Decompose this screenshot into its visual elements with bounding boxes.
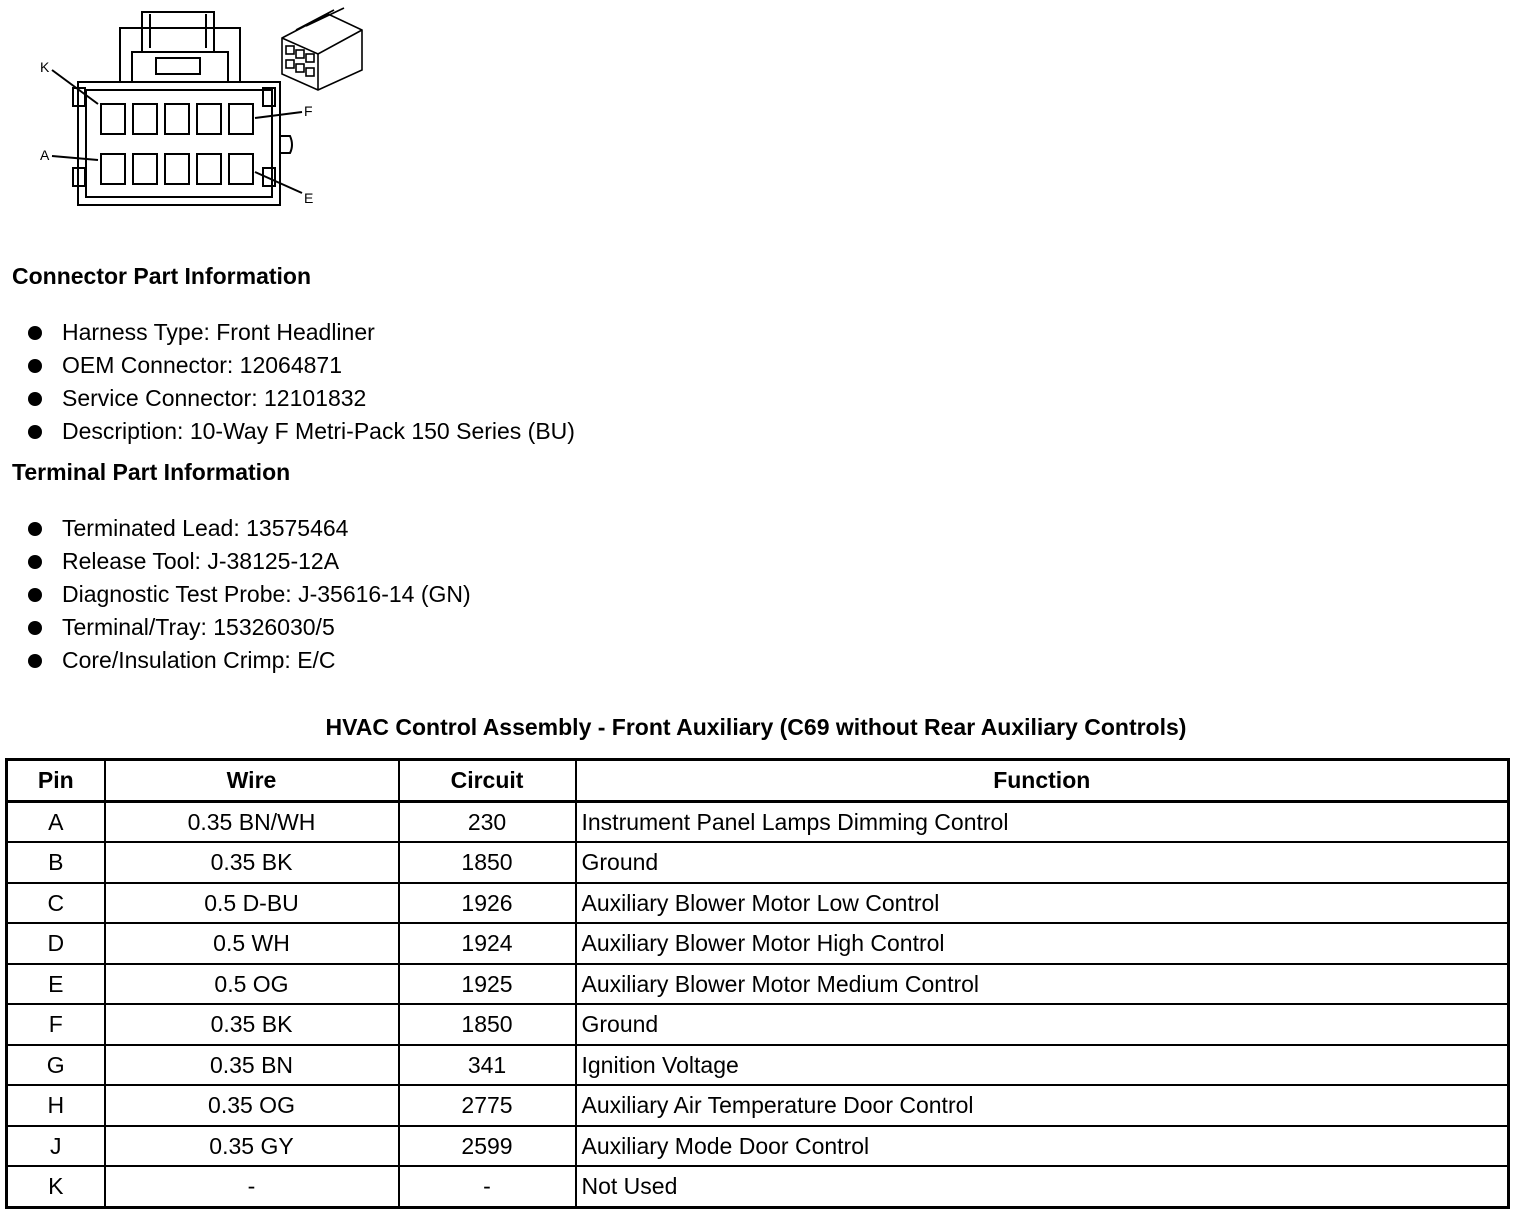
table-row (7, 883, 1509, 924)
list-item-text: Core/Insulation Crimp: E/C (62, 647, 336, 673)
connector-diagram (0, 0, 380, 220)
table-row (7, 1004, 1509, 1045)
list-item-text: Description: 10-Way F Metri-Pack 150 Series (BU) (62, 418, 575, 444)
header-circuit: Circuit (399, 760, 576, 802)
diagram-label-f: F (304, 103, 313, 119)
table-row (7, 801, 1509, 842)
cell-function: Ignition Voltage (576, 1045, 1509, 1086)
diagram-label-k: K (40, 59, 50, 75)
list-item (28, 415, 575, 448)
cell-circuit: - (399, 1166, 576, 1207)
list-item (28, 611, 471, 644)
cell-wire: 0.5 WH (105, 923, 399, 964)
cell-pin: F (7, 1004, 105, 1045)
list-item (28, 316, 575, 349)
header-wire: Wire (105, 760, 399, 802)
cell-pin: J (7, 1126, 105, 1167)
list-item-text: Diagnostic Test Probe: J-35616-14 (GN) (62, 581, 471, 607)
header-pin: Pin (7, 760, 105, 802)
cell-pin: D (7, 923, 105, 964)
cell-function: Instrument Panel Lamps Dimming Control (576, 801, 1509, 842)
list-item (28, 382, 575, 415)
cell-function: Auxiliary Mode Door Control (576, 1126, 1509, 1167)
bullet-icon (28, 555, 42, 569)
list-item (28, 578, 471, 611)
cell-circuit: 1925 (399, 964, 576, 1005)
pin-table (5, 758, 1510, 1209)
cell-wire: 0.5 D-BU (105, 883, 399, 924)
list-item (28, 349, 575, 382)
bullet-icon (28, 654, 42, 668)
table-title: HVAC Control Assembly - Front Auxiliary (C69 without Rear Auxiliary Controls) (325, 714, 1187, 740)
cell-circuit: 1924 (399, 923, 576, 964)
cell-wire: - (105, 1166, 399, 1207)
list-item-text: Terminated Lead: 13575464 (62, 515, 349, 541)
cell-circuit: 341 (399, 1045, 576, 1086)
cell-function: Ground (576, 842, 1509, 883)
bullet-icon (28, 621, 42, 635)
table-row (7, 1126, 1509, 1167)
table-row (7, 1045, 1509, 1086)
cell-circuit: 2599 (399, 1126, 576, 1167)
cell-wire: 0.35 BK (105, 842, 399, 883)
table-row (7, 1085, 1509, 1126)
cell-pin: G (7, 1045, 105, 1086)
list-item (28, 545, 471, 578)
cell-function: Auxiliary Blower Motor Medium Control (576, 964, 1509, 1005)
cell-pin: B (7, 842, 105, 883)
connector-info-list (28, 316, 575, 448)
cell-wire: 0.5 OG (105, 964, 399, 1005)
connector-info-title: Connector Part Information (12, 263, 312, 289)
list-item-text: Release Tool: J-38125-12A (62, 548, 340, 574)
cell-circuit: 1850 (399, 842, 576, 883)
bullet-icon (28, 588, 42, 602)
cell-function: Auxiliary Blower Motor High Control (576, 923, 1509, 964)
terminal-info-list (28, 512, 471, 677)
cell-function: Auxiliary Blower Motor Low Control (576, 883, 1509, 924)
list-item-text: OEM Connector: 12064871 (62, 352, 343, 378)
bullet-icon (28, 392, 42, 406)
list-item-text: Terminal/Tray: 15326030/5 (62, 614, 335, 640)
header-function: Function (576, 760, 1509, 802)
cell-circuit: 2775 (399, 1085, 576, 1126)
cell-wire: 0.35 GY (105, 1126, 399, 1167)
diagram-label-a: A (40, 147, 50, 163)
bullet-icon (28, 522, 42, 536)
cell-wire: 0.35 OG (105, 1085, 399, 1126)
cell-pin: A (7, 801, 105, 842)
list-item (28, 512, 471, 545)
cell-circuit: 230 (399, 801, 576, 842)
cell-circuit: 1926 (399, 883, 576, 924)
cell-wire: 0.35 BN/WH (105, 801, 399, 842)
cell-function: Ground (576, 1004, 1509, 1045)
table-row (7, 964, 1509, 1005)
cell-function: Not Used (576, 1166, 1509, 1207)
bullet-icon (28, 326, 42, 340)
terminal-info-title: Terminal Part Information (12, 459, 291, 485)
diagram-label-e: E (304, 190, 314, 206)
cell-pin: H (7, 1085, 105, 1126)
cell-pin: C (7, 883, 105, 924)
bullet-icon (28, 425, 42, 439)
table-row (7, 1166, 1509, 1207)
cell-wire: 0.35 BK (105, 1004, 399, 1045)
list-item-text: Service Connector: 12101832 (62, 385, 367, 411)
table-row (7, 923, 1509, 964)
list-item-text: Harness Type: Front Headliner (62, 319, 375, 345)
bullet-icon (28, 359, 42, 373)
cell-function: Auxiliary Air Temperature Door Control (576, 1085, 1509, 1126)
table-header-row (7, 760, 1509, 802)
cell-pin: E (7, 964, 105, 1005)
cell-wire: 0.35 BN (105, 1045, 399, 1086)
cell-circuit: 1850 (399, 1004, 576, 1045)
list-item (28, 644, 471, 677)
cell-pin: K (7, 1166, 105, 1207)
table-row (7, 842, 1509, 883)
